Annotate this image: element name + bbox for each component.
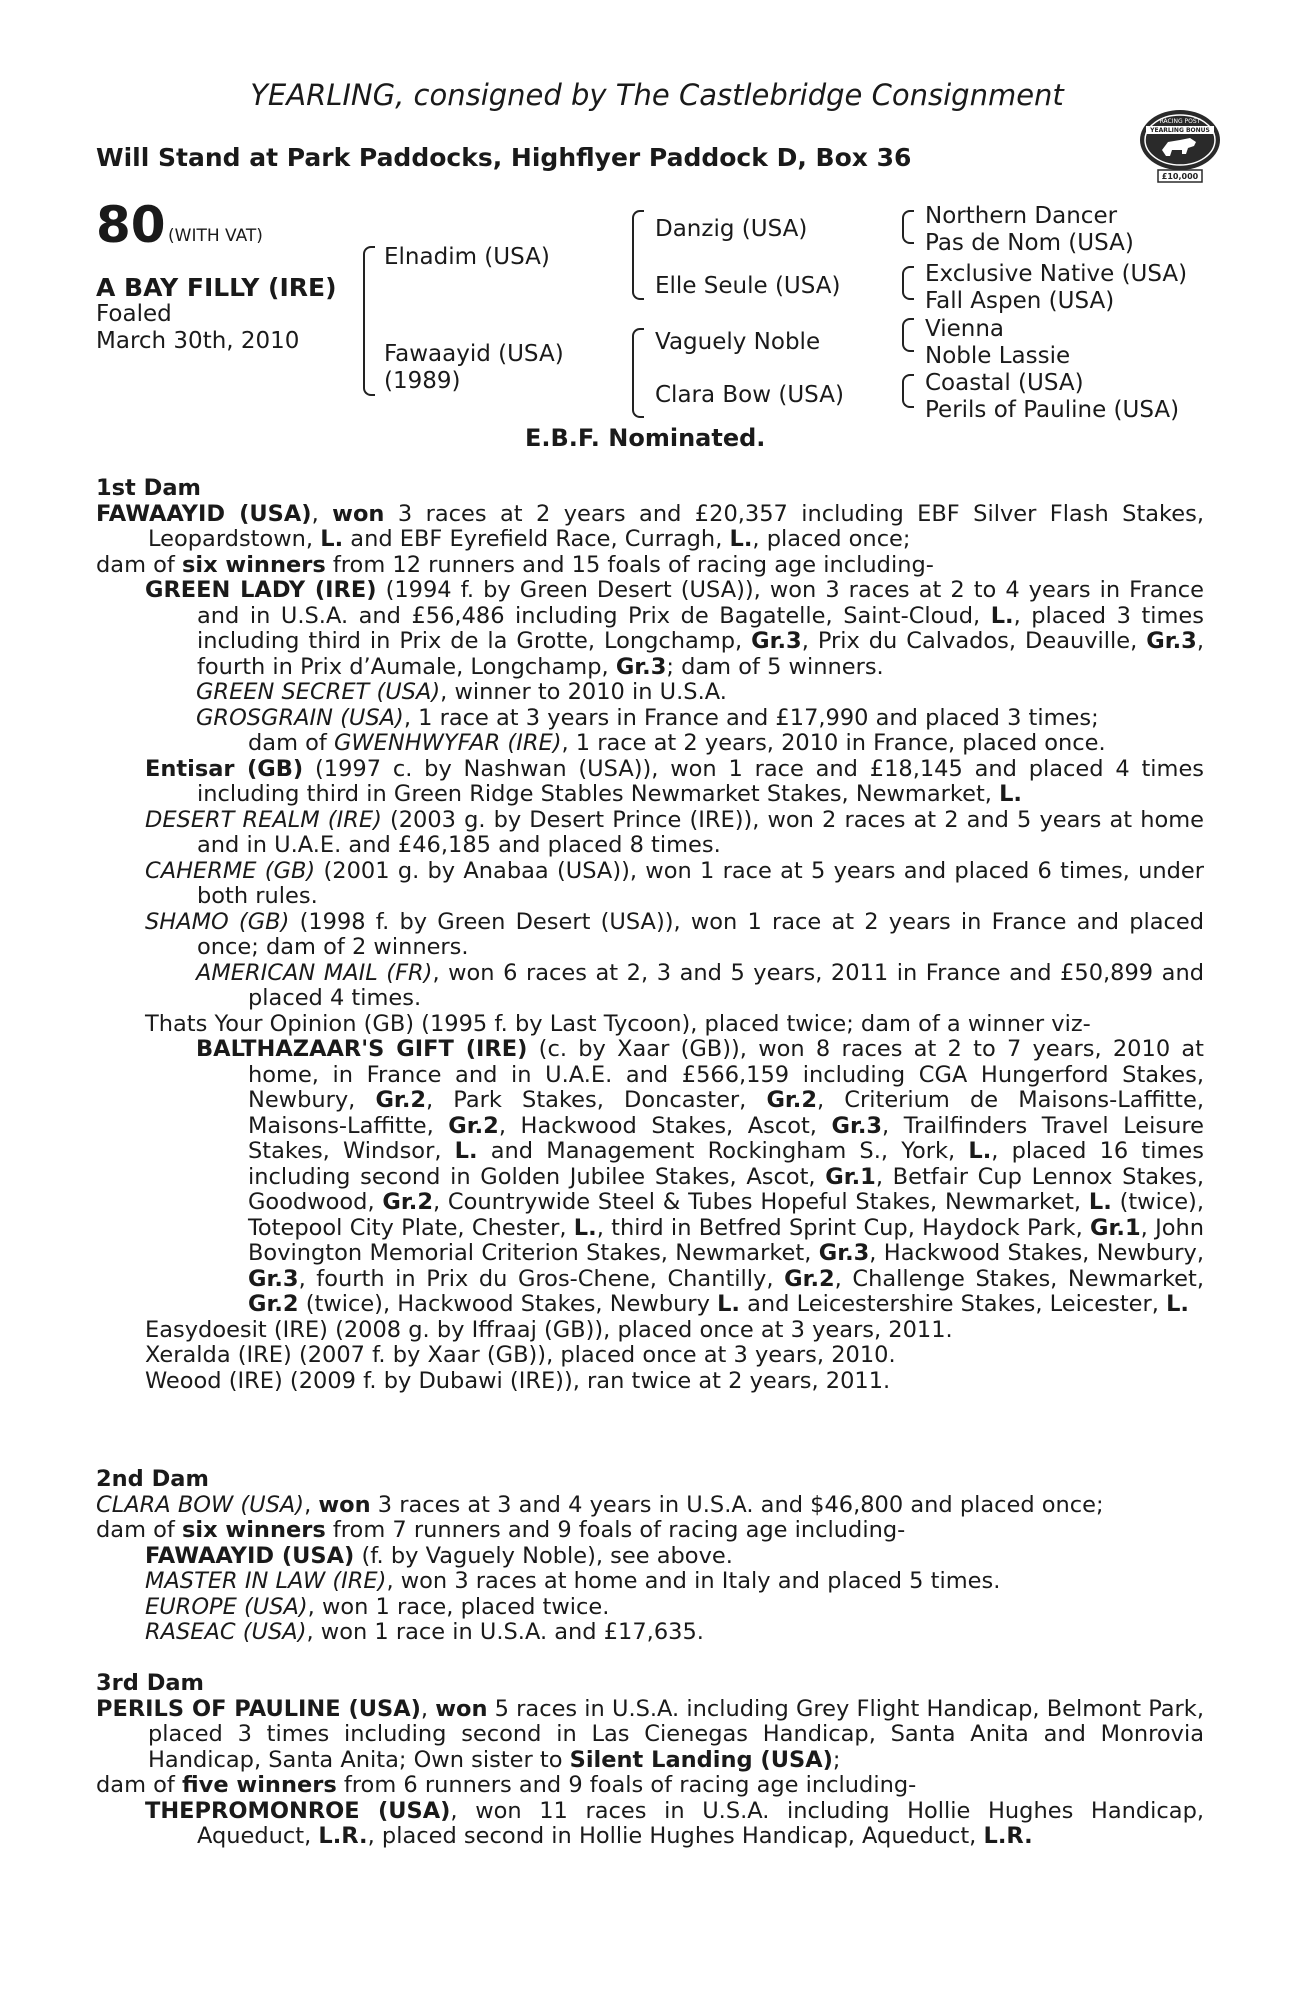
produce-entry bbox=[96, 578, 1204, 680]
dam-summary bbox=[96, 1493, 1204, 1519]
text-run: ; dam of 5 winners. bbox=[666, 653, 884, 680]
second-dam-section bbox=[96, 1467, 1204, 1646]
text-run: , placed 3 times including third in Prix de la Grotte, Longchamp, bbox=[197, 602, 1204, 654]
text-run: , Countrywide Steel & Tubes Hopeful Stakes, Newmarket, bbox=[432, 1189, 1089, 1215]
first-dam-section bbox=[96, 476, 1204, 1394]
produce-entry bbox=[96, 757, 1204, 808]
badge-amount-text: £10,000 bbox=[1161, 172, 1199, 181]
text-run: , Hackwood Stakes, Ascot, bbox=[498, 1112, 832, 1139]
produce-entry bbox=[96, 1318, 1204, 1344]
text-run: , bbox=[420, 1695, 436, 1722]
text-run: and Leicestershire Stakes, Leicester, bbox=[739, 1291, 1167, 1317]
catalogue-header: YEARLING, consigned by The Castlebridge Consignment bbox=[250, 78, 1064, 112]
produce-entry bbox=[96, 1620, 1204, 1646]
text-run: dam of bbox=[96, 551, 182, 578]
text-run: THEPROMONROE (USA) bbox=[145, 1797, 451, 1824]
produce-entry bbox=[96, 1343, 1204, 1369]
pedigree-dss: Vienna bbox=[925, 316, 1005, 342]
text-run: DESERT REALM (IRE) bbox=[145, 806, 382, 833]
section-heading: 2nd Dam bbox=[96, 1466, 209, 1492]
produce-entry bbox=[96, 1595, 1204, 1621]
text-run: (2001 g. by Anabaa (USA)), won 1 race at 5 years and placed 6 times, under both rules. bbox=[197, 857, 1204, 909]
yearling-bonus-badge bbox=[1136, 98, 1224, 194]
text-run: FAWAAYID (USA) bbox=[96, 500, 312, 527]
text-run: L. bbox=[999, 781, 1022, 807]
section-heading: 1st Dam bbox=[96, 475, 201, 501]
text-run: CAHERME (GB) bbox=[145, 857, 316, 884]
pedigree-bracket-sire-line bbox=[632, 210, 644, 300]
pedigree-sire: Elnadim (USA) bbox=[384, 244, 550, 270]
text-run: Gr.3 bbox=[615, 653, 667, 680]
pedigree-sire-sire: Danzig (USA) bbox=[655, 216, 808, 242]
text-run: dam of bbox=[96, 1772, 182, 1798]
text-run: Gr.2 bbox=[248, 1291, 299, 1317]
pedigree-bracket-sire-dam bbox=[363, 246, 375, 396]
text-run: , Trailfinders Travel Leisure Stakes, Windsor, bbox=[248, 1112, 1204, 1164]
text-run: 5 races in U.S.A. including Grey Flight Handicap, Belmont Park, placed 3 times including second in Las Cienegas Handicap, Santa Anita and Monrovia Handicap, Santa Anita; Own sister to bbox=[148, 1695, 1204, 1773]
dam-summary bbox=[96, 502, 1204, 553]
text-run: L. bbox=[968, 1138, 992, 1164]
text-run: , bbox=[311, 500, 333, 527]
text-run: Weood (IRE) (2009 f. by Dubawi (IRE)), ran twice at 2 years, 2011. bbox=[145, 1367, 891, 1394]
text-run: (c. by Xaar (GB)), won 8 races at 2 to 7 years, 2010 at home, in France and in U.A.E. and £566,159 including CGA Hungerford Stakes, Newbury, bbox=[248, 1036, 1204, 1113]
produce-descendant bbox=[96, 731, 1204, 757]
text-run: ; bbox=[832, 1746, 841, 1773]
dam-produce-summary bbox=[96, 553, 1204, 579]
text-run: Gr.1 bbox=[1090, 1214, 1141, 1241]
text-run: , won 11 races in U.S.A. including Hollie Hughes Handicap, Aqueduct, bbox=[197, 1797, 1204, 1849]
text-run: six winners bbox=[181, 551, 326, 578]
text-run: won bbox=[318, 1491, 371, 1518]
text-run: PERILS OF PAULINE (USA) bbox=[96, 1695, 421, 1722]
pedigree-dsd: Noble Lassie bbox=[925, 343, 1071, 369]
text-run: Xeralda (IRE) (2007 f. by Xaar (GB)), placed once at 3 years, 2010. bbox=[145, 1342, 896, 1368]
text-run: Gr.3 bbox=[1146, 628, 1197, 654]
text-run: (1997 c. by Nashwan (USA)), won 1 race and £18,145 and placed 4 times including third in Green Ridge Stables Newmarket Stakes, Newmarket, bbox=[197, 755, 1205, 807]
ebf-nominated: E.B.F. Nominated. bbox=[525, 424, 766, 452]
text-run: dam of bbox=[96, 1517, 182, 1543]
text-run: Gr.3 bbox=[831, 1112, 883, 1139]
produce-entry bbox=[96, 859, 1204, 910]
dam-summary bbox=[96, 1697, 1204, 1774]
text-run: GROSGRAIN (USA) bbox=[196, 704, 404, 731]
text-run: L. bbox=[1166, 1291, 1189, 1317]
vat-note: (WITH VAT) bbox=[168, 226, 263, 246]
pedigree-sss: Northern Dancer bbox=[925, 203, 1118, 229]
text-run: GWENHWYFAR (IRE) bbox=[333, 730, 562, 756]
text-run: dam of bbox=[248, 730, 334, 756]
text-run: , Betfair Cup Lennox Stakes, Goodwood, bbox=[248, 1163, 1204, 1215]
stand-location: Will Stand at Park Paddocks, Highflyer Paddock D, Box 36 bbox=[96, 143, 912, 172]
text-run: L. bbox=[454, 1138, 478, 1164]
produce-descendant bbox=[96, 1037, 1204, 1318]
pedigree-bracket-ds bbox=[902, 318, 914, 352]
pedigree-dam-year: (1989) bbox=[384, 368, 461, 394]
text-run: , Park Stakes, Doncaster, bbox=[426, 1087, 767, 1113]
text-run: Gr.2 bbox=[382, 1189, 433, 1215]
text-run: L. bbox=[717, 1291, 740, 1317]
text-run: , won 1 race in U.S.A. and £17,635. bbox=[306, 1619, 704, 1645]
text-run: Gr.2 bbox=[375, 1087, 427, 1113]
text-run: L.R. bbox=[983, 1823, 1033, 1849]
produce-entry bbox=[96, 1012, 1204, 1038]
dam-produce-summary bbox=[96, 1518, 1204, 1544]
text-run: , placed once; bbox=[752, 526, 911, 552]
produce-descendant bbox=[96, 680, 1204, 706]
text-run: from 12 runners and 15 foals of racing age including- bbox=[325, 551, 934, 578]
produce-entry bbox=[96, 1369, 1204, 1395]
text-run: SHAMO (GB) bbox=[145, 908, 290, 935]
text-run: 3 races at 3 and 4 years in U.S.A. and $46,800 and placed once; bbox=[370, 1491, 1104, 1518]
text-run: Thats Your Opinion (GB) (1995 f. by Last Tycoon), placed twice; dam of a winner viz- bbox=[145, 1010, 1091, 1037]
text-run: FAWAAYID (USA) bbox=[145, 1542, 355, 1569]
text-run: (f. by Vaguely Noble), see above. bbox=[354, 1542, 733, 1569]
pedigree-dam-dam: Clara Bow (USA) bbox=[655, 382, 844, 408]
text-run: GREEN LADY (IRE) bbox=[145, 577, 377, 603]
lot-number: 80 bbox=[96, 196, 166, 254]
text-run: , placed second in Hollie Hughes Handicap, Aqueduct, bbox=[367, 1823, 984, 1849]
pedigree-sds: Exclusive Native (USA) bbox=[925, 261, 1188, 287]
text-run: L. bbox=[1088, 1189, 1112, 1215]
text-run: , Criterium de Maisons-Laffitte, Maisons-Laffitte, bbox=[248, 1087, 1204, 1139]
text-run: Gr.2 bbox=[448, 1112, 499, 1139]
third-dam-section bbox=[96, 1671, 1204, 1850]
pedigree-bracket-sd bbox=[902, 266, 914, 300]
text-run: , won 6 races at 2, 3 and 5 years, 2011 in France and £50,899 and placed 4 times. bbox=[248, 959, 1204, 1011]
text-run: Gr.2 bbox=[766, 1087, 818, 1113]
text-run: and Management Rockingham S., York, bbox=[477, 1138, 969, 1164]
text-run: RASEAC (USA) bbox=[145, 1619, 307, 1645]
pedigree-ssd: Pas de Nom (USA) bbox=[925, 230, 1134, 256]
text-run: from 6 runners and 9 foals of racing age including- bbox=[336, 1772, 917, 1798]
text-run: (twice), Totepool City Plate, Chester, bbox=[248, 1189, 1204, 1241]
text-run: MASTER IN LAW (IRE) bbox=[145, 1568, 387, 1594]
dam-produce-summary bbox=[96, 1773, 1204, 1799]
pedigree-bracket-ss bbox=[902, 210, 914, 244]
text-run: Easydoesit (IRE) (2008 g. by Iffraaj (GB)), placed once at 3 years, 2011. bbox=[145, 1316, 953, 1343]
pedigree-dds: Coastal (USA) bbox=[925, 370, 1084, 396]
text-run: Gr.3 bbox=[248, 1265, 299, 1292]
foaled-date: March 30th, 2010 bbox=[96, 328, 300, 354]
pedigree-ddd: Perils of Pauline (USA) bbox=[925, 397, 1180, 423]
text-run: , third in Betfred Sprint Cup, Haydock Park, bbox=[596, 1214, 1091, 1241]
text-run: , won 1 race, placed twice. bbox=[307, 1593, 610, 1620]
pedigree-sdd: Fall Aspen (USA) bbox=[925, 288, 1115, 314]
text-run: Gr.1 bbox=[825, 1163, 876, 1190]
text-run: Entisar (GB) bbox=[145, 755, 304, 782]
text-run: Gr.3 bbox=[751, 628, 802, 654]
pedigree-sire-dam: Elle Seule (USA) bbox=[655, 273, 841, 299]
pedigree-bracket-dam-line bbox=[632, 328, 644, 418]
produce-descendant bbox=[96, 706, 1204, 732]
text-run: Gr.2 bbox=[784, 1265, 835, 1292]
text-run: AMERICAN MAIL (FR) bbox=[196, 959, 433, 986]
pedigree-bracket-dd bbox=[902, 374, 914, 408]
pedigree-dam: Fawaayid (USA) bbox=[384, 341, 564, 367]
produce-descendant bbox=[96, 961, 1204, 1012]
text-run: won bbox=[435, 1695, 488, 1722]
badge-mid-text: YEARLING BONUS bbox=[1150, 127, 1210, 134]
text-run: L. bbox=[320, 526, 344, 552]
text-run: (1994 f. by Green Desert (USA)), won 3 races at 2 to 4 years in France and in U.S.A. and £56,486 including Prix de Bagatelle, Saint-Cloud, bbox=[197, 577, 1205, 629]
produce-entry bbox=[96, 1569, 1204, 1595]
text-run: , won 3 races at home and in Italy and placed 5 times. bbox=[386, 1568, 1001, 1594]
text-run: , 1 race at 2 years, 2010 in France, placed once. bbox=[561, 730, 1106, 756]
text-run: BALTHAZAAR'S GIFT (IRE) bbox=[196, 1036, 528, 1062]
text-run: 3 races at 2 years and £20,357 including EBF Silver Flash Stakes, Leopardstown, bbox=[148, 500, 1204, 552]
pedigree-dam-sire: Vaguely Noble bbox=[655, 329, 821, 355]
text-run: , fourth in Prix d’Aumale, Longchamp, bbox=[197, 628, 1204, 680]
text-run: L.R. bbox=[318, 1823, 368, 1849]
text-run: , 1 race at 3 years in France and £17,990 and placed 3 times; bbox=[403, 704, 1099, 731]
text-run: L. bbox=[573, 1214, 597, 1241]
text-run: , John Bovington Memorial Criterion Stakes, Newmarket, bbox=[248, 1214, 1204, 1266]
text-run: won bbox=[332, 500, 385, 527]
text-run: six winners bbox=[181, 1517, 326, 1543]
text-run: GREEN SECRET (USA) bbox=[196, 679, 441, 705]
text-run: , Hackwood Stakes, Newbury, bbox=[869, 1240, 1205, 1266]
produce-entry bbox=[96, 910, 1204, 961]
text-run: , Prix du Calvados, Deauville, bbox=[801, 628, 1147, 654]
text-run: EUROPE (USA) bbox=[145, 1593, 308, 1620]
text-run: , fourth in Prix du Gros-Chene, Chantilly, bbox=[298, 1265, 785, 1292]
text-run: (2003 g. by Desert Prince (IRE)), won 2 races at 2 and 5 years at home and in U.A.E. and £46,185 and placed 8 times. bbox=[197, 806, 1204, 858]
produce-entry bbox=[96, 1544, 1204, 1570]
badge-top-text: RACING POST bbox=[1159, 118, 1201, 125]
text-run: (1998 f. by Green Desert (USA)), won 1 race at 2 years in France and placed once; dam of 2 winners. bbox=[197, 908, 1205, 960]
text-run: L. bbox=[990, 602, 1014, 629]
text-run: , winner to 2010 in U.S.A. bbox=[440, 679, 727, 705]
text-run: and EBF Eyrefield Race, Curragh, bbox=[343, 526, 730, 552]
section-heading: 3rd Dam bbox=[96, 1670, 204, 1696]
text-run: , bbox=[304, 1491, 319, 1518]
text-run: CLARA BOW (USA) bbox=[96, 1491, 305, 1518]
foaled-label: Foaled bbox=[96, 301, 172, 327]
text-run: , Challenge Stakes, Newmarket, bbox=[834, 1265, 1204, 1292]
text-run: five winners bbox=[181, 1772, 337, 1798]
text-run: Gr.3 bbox=[818, 1240, 870, 1266]
produce-entry bbox=[96, 1799, 1204, 1850]
text-run: from 7 runners and 9 foals of racing age including- bbox=[325, 1517, 906, 1543]
produce-entry bbox=[96, 808, 1204, 859]
text-run: (twice), Hackwood Stakes, Newbury bbox=[298, 1291, 718, 1317]
text-run: Silent Landing (USA) bbox=[569, 1746, 833, 1773]
text-run: , placed 16 times including second in Golden Jubilee Stakes, Ascot, bbox=[248, 1138, 1204, 1190]
lot-description: A BAY FILLY (IRE) bbox=[96, 273, 337, 302]
text-run: L. bbox=[729, 526, 753, 552]
